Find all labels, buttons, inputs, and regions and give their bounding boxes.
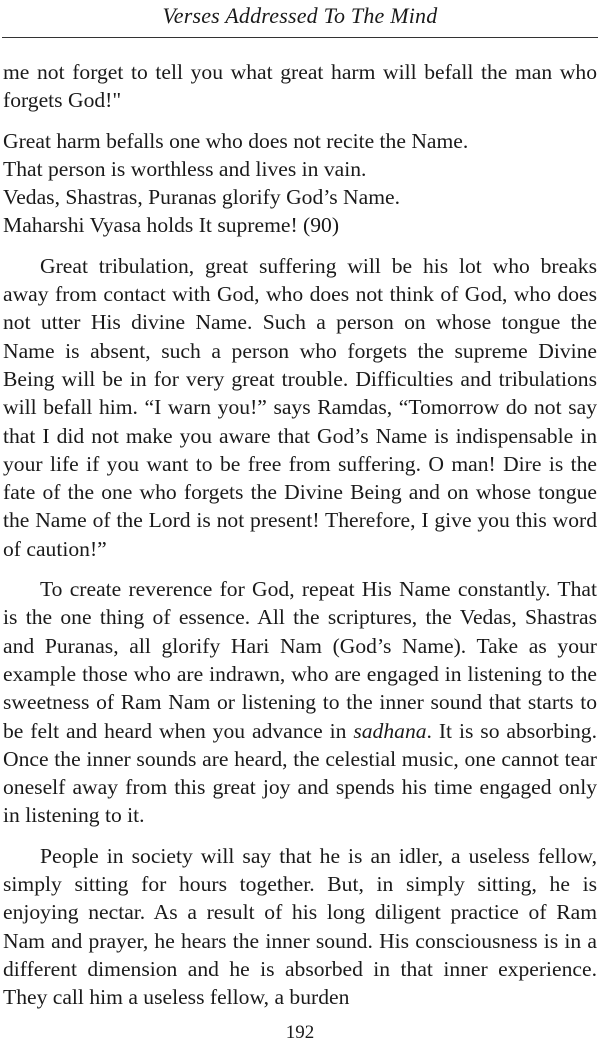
page-number: 192 bbox=[285, 1022, 315, 1043]
paragraph-commentary-3: People in society will say that he is an idler, a useless fellow, simply sitting for hours together. But, in simply sitting, he is enjoying nectar. As a result of his long diligent practice of Ram Nam and prayer, he hears the inner sound. His consciousness is in a different dimension and he is absorbed in that inner experience. They call him a useless fellow, a burden bbox=[3, 843, 597, 1010]
paragraph-2-italic-term: sadhana bbox=[353, 718, 427, 743]
verse-line-4: Maharshi Vyasa holds It supreme! (90) bbox=[3, 213, 340, 238]
verse-line-1: Great harm befalls one who does not recite the Name. bbox=[3, 128, 469, 153]
verse-line-2: That person is worthless and lives in vain. bbox=[3, 156, 367, 181]
header-rule bbox=[2, 37, 598, 38]
verse-line-3: Vedas, Shastras, Puranas glorify God’s Name. bbox=[3, 185, 401, 210]
paragraph-2-text-b: . It is so absorbing. Once the inner sounds are heard, the celestial music, one cannot tear oneself away from this great joy and spends his time engaged only in listening to it. bbox=[3, 718, 597, 828]
verse-90 bbox=[3, 127, 597, 240]
paragraph-commentary-2 bbox=[3, 575, 597, 830]
running-head: Verses Addressed To The Mind bbox=[162, 3, 438, 28]
paragraph-commentary-1: Great tribulation, great suffering will be his lot who breaks away from contact with God, who does not think of God, who does not utter His divine Name. Such a person on whose tongue the Name is absent, such a person who forgets the supreme Divine Being will be in for very great trouble. Difficulties and tribulations will befall him. “I warn you!” says Ramdas, “Tomorrow do not say that I did not make you aware that God’s Name is indispensable in your life if you want to be free from suffering. O man! Dire is the fate of the one who forgets the Divine Being and on whose tongue the Name of the Lord is not present! Therefore, I give you this word of caution!” bbox=[3, 253, 597, 561]
body-text bbox=[3, 58, 597, 1012]
paragraph-continued: me not forget to tell you what great harm will befall the man who forgets God!" bbox=[3, 60, 597, 113]
paragraph-2-text-a: To create reverence for God, repeat His Name constantly. That is the one thing of essence. All the scriptures, the Vedas, Shastras and Puranas, all glorify Hari Nam (God’s Name). Take as your example those who are indrawn, who are engaged in listening to the sweetness of Ram Nam or listening to the inner sound that starts to be felt and heard when you advance in bbox=[3, 577, 597, 743]
